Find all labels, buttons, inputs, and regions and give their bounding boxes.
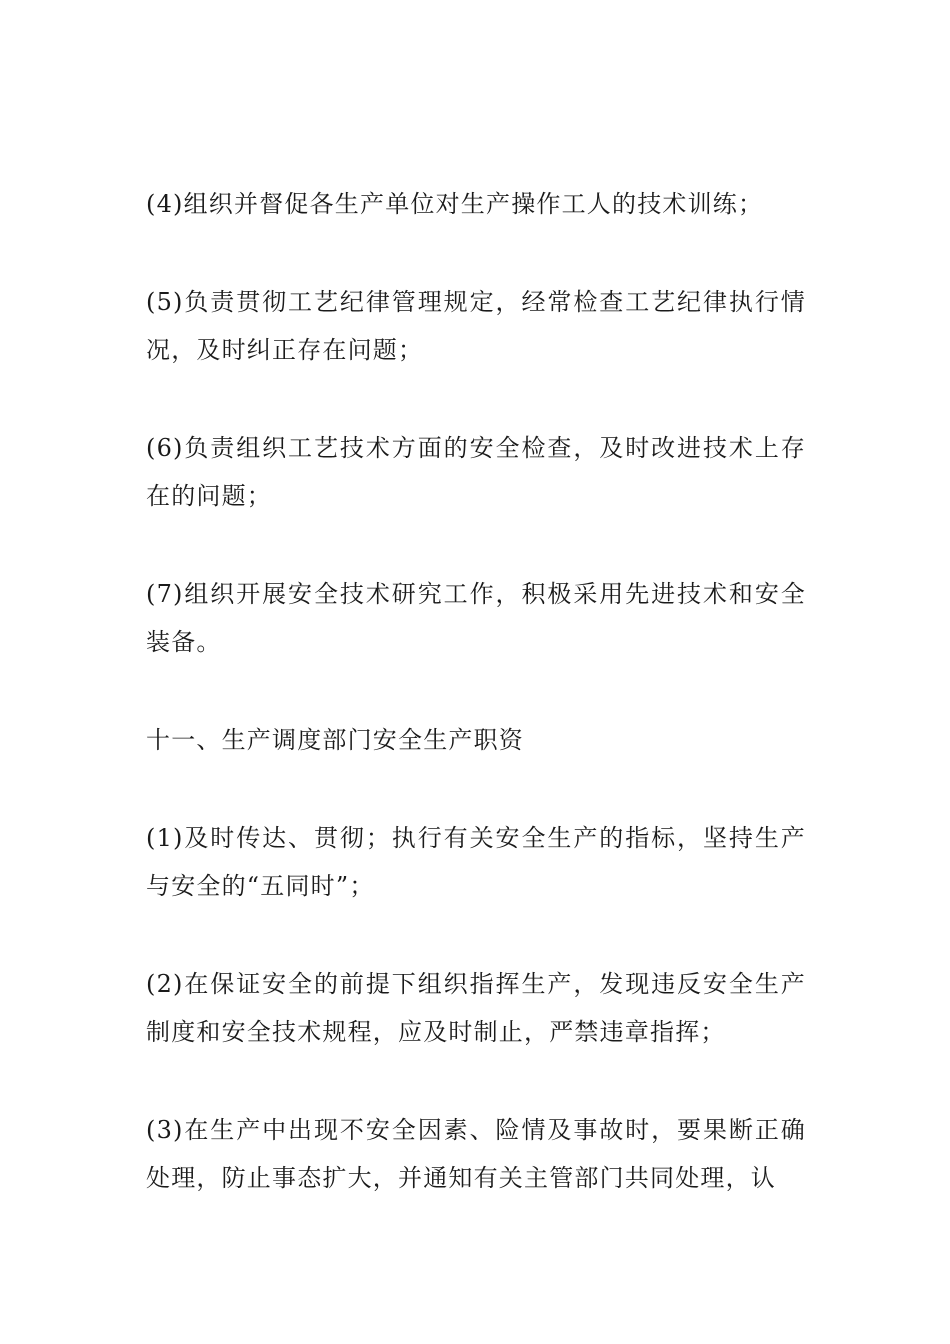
paragraph-item-6: (6)负责组织工艺技术方面的安全检查，及时改进技术上存在的问题；: [146, 434, 806, 510]
paragraph-item-5: (5)负责贯彻工艺纪律管理规定，经常检查工艺纪律执行情况，及时纠正存在问题；: [146, 288, 806, 364]
paragraph-item-2: (2)在保证安全的前提下组织指挥生产，发现违反安全生产制度和安全技术规程，应及时制止，严禁违章指挥；: [146, 970, 806, 1046]
document-body: [146, 180, 806, 1252]
section-heading: 十一、生产调度部门安全生产职资: [146, 726, 524, 754]
paragraph-item-7: (7)组织开展安全技术研究工作，积极采用先进技术和安全装备。: [146, 580, 806, 656]
paragraph-item-1: (1)及时传达、贯彻；执行有关安全生产的指标，坚持生产与安全的“五同时”；: [146, 824, 806, 900]
paragraph-item-3: (3)在生产中出现不安全因素、险情及事故时，要果断正确处理，防止事态扩大，并通知有关主管部门共同处理，认: [146, 1116, 806, 1192]
paragraph-item-4: (4)组织并督促各生产单位对生产操作工人的技术训练；: [146, 190, 764, 218]
